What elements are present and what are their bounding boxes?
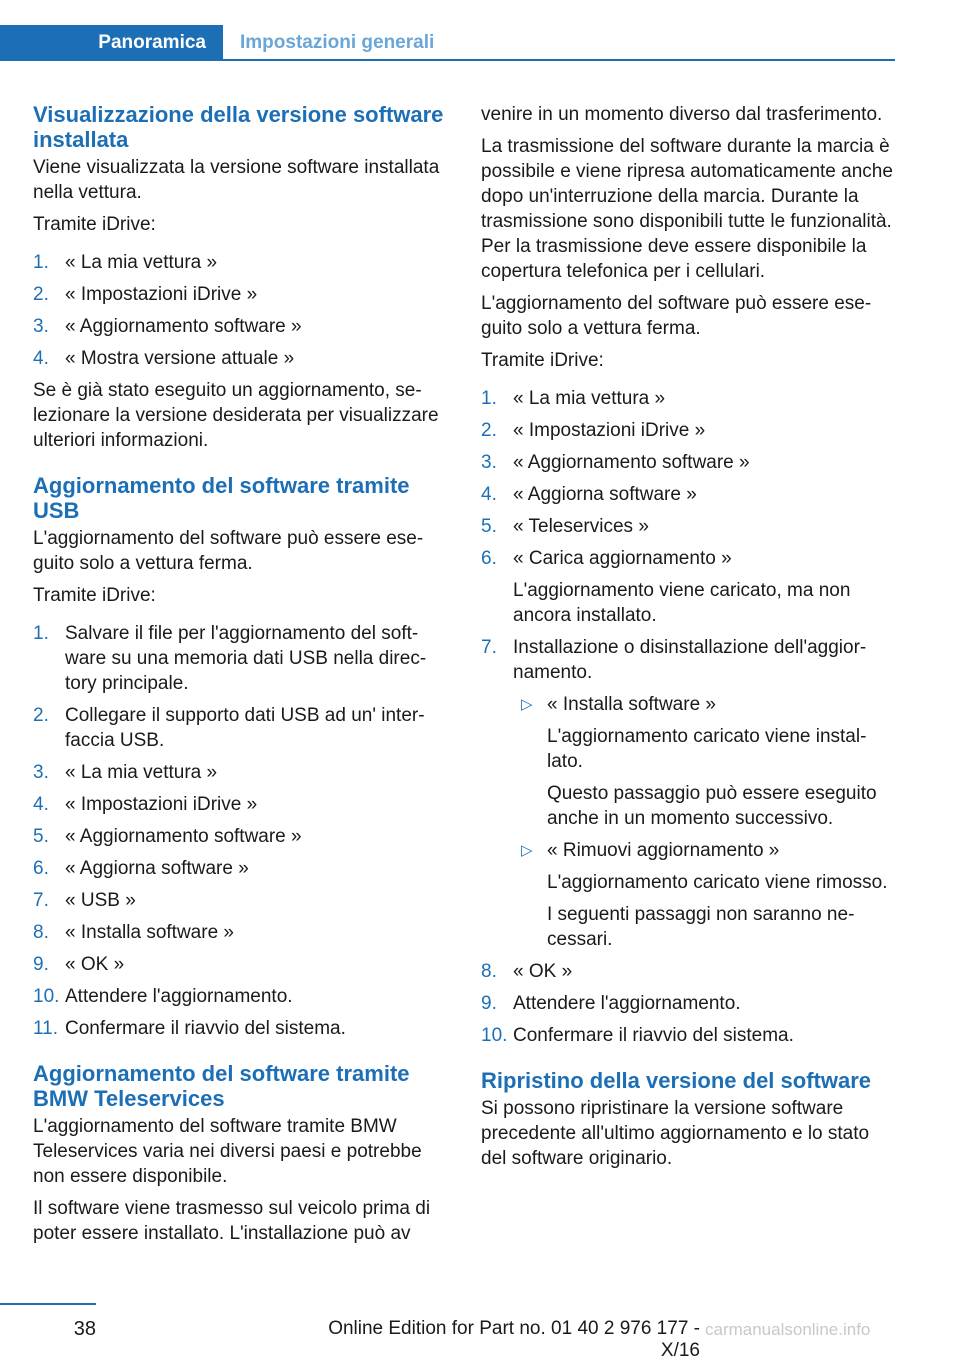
step-text: Attendere l'aggiornamento. bbox=[65, 986, 293, 1007]
step-text: Attendere l'aggiornamento. bbox=[513, 993, 741, 1014]
list-item bbox=[33, 346, 447, 371]
step-note: L'aggiornamento viene caricato, ma non ancora installato. bbox=[513, 580, 851, 626]
step-number: 1. bbox=[33, 252, 49, 273]
step-text: « La mia vettura » bbox=[65, 762, 218, 783]
step-text: « Carica aggiornamento » bbox=[513, 548, 732, 569]
heading-software-version: Visualizzazione della versione software installata bbox=[33, 102, 444, 152]
step-number: 6. bbox=[481, 548, 497, 569]
list-item bbox=[481, 418, 895, 443]
list-item bbox=[513, 692, 895, 831]
paragraph: L'aggiornamento del software può essere eseguito solo a vettura ferma. bbox=[481, 293, 872, 339]
step-number: 8. bbox=[33, 922, 49, 943]
step-number: 4. bbox=[33, 348, 49, 369]
step-number: 1. bbox=[481, 388, 497, 409]
step-text: « Aggiorna software » bbox=[65, 858, 249, 879]
step-text: Installazione o disinstallazione dell'aggiornamento. bbox=[513, 637, 867, 683]
steps-list bbox=[33, 621, 447, 1041]
step-number: 4. bbox=[481, 484, 497, 505]
list-item bbox=[33, 250, 447, 275]
steps-list bbox=[33, 250, 447, 371]
paragraph: venire in un momento diverso dal trasferimento. bbox=[481, 104, 883, 125]
step-text: « Aggiornamento software » bbox=[65, 316, 302, 337]
list-item bbox=[33, 792, 447, 817]
paragraph: La trasmissione del software durante la marcia è possibile e viene ripresa automaticamente anche dopo un'interruzione della marcia. Durante la trasmissione sono disponibili tutte le funzionalità. Per la trasmissione deve essere disponibile la copertura telefonica per i cellulari. bbox=[481, 136, 893, 282]
step-number: 5. bbox=[481, 516, 497, 537]
heading-restore-version: Ripristino della versione del software bbox=[481, 1068, 871, 1093]
triangle-bullet-icon: ▷ bbox=[521, 696, 533, 713]
paragraph: Tramite iDrive: bbox=[33, 585, 156, 606]
footer-divider bbox=[0, 1303, 96, 1305]
list-item bbox=[481, 1023, 895, 1048]
option-note: L'aggiornamento caricato viene rimosso. bbox=[547, 872, 888, 893]
list-item bbox=[33, 856, 447, 881]
list-item bbox=[481, 386, 895, 411]
step-text: Salvare il file per l'aggiornamento del software su una memoria dati USB nella directory principale. bbox=[65, 623, 427, 694]
triangle-bullet-icon: ▷ bbox=[521, 842, 533, 859]
step-number: 2. bbox=[33, 705, 49, 726]
paragraph: Tramite iDrive: bbox=[481, 350, 604, 371]
watermark: carmanualsonline.info bbox=[705, 1320, 871, 1339]
list-item bbox=[33, 703, 447, 753]
step-number: 8. bbox=[481, 961, 497, 982]
chapter-tab[interactable]: Panoramica bbox=[0, 25, 223, 61]
step-text: « OK » bbox=[65, 954, 125, 975]
step-number: 11. bbox=[33, 1018, 59, 1039]
step-number: 3. bbox=[33, 316, 49, 337]
section-tab[interactable]: Impostazioni generali bbox=[240, 32, 435, 53]
step-number: 2. bbox=[33, 284, 49, 305]
step-text: « Aggiornamento software » bbox=[65, 826, 302, 847]
list-item bbox=[33, 314, 447, 339]
step-number: 7. bbox=[481, 637, 497, 658]
list-item bbox=[481, 959, 895, 984]
header-divider bbox=[223, 59, 895, 61]
step-number: 9. bbox=[33, 954, 49, 975]
step-text: « La mia vettura » bbox=[513, 388, 666, 409]
paragraph: Tramite iDrive: bbox=[33, 214, 156, 235]
list-item bbox=[33, 920, 447, 945]
heading-teleservices-update: Aggiornamento del software tramite BMW Teleservices bbox=[33, 1061, 410, 1111]
step-number: 3. bbox=[481, 452, 497, 473]
step-text: « Installa software » bbox=[65, 922, 234, 943]
step-text: Collegare il supporto dati USB ad un' interfaccia USB. bbox=[65, 705, 425, 751]
option-note: I seguenti passaggi non saranno necessari. bbox=[547, 904, 855, 950]
step-number: 9. bbox=[481, 993, 497, 1014]
step-number: 6. bbox=[33, 858, 49, 879]
step-number: 1. bbox=[33, 623, 49, 644]
step-text: « Impostazioni iDrive » bbox=[65, 284, 258, 305]
step-number: 4. bbox=[33, 794, 49, 815]
list-item bbox=[33, 282, 447, 307]
paragraph: Il software viene trasmesso sul veicolo prima di poter essere installato. L'installazione può av bbox=[33, 1198, 431, 1244]
list-item bbox=[481, 635, 895, 952]
paragraph: L'aggiornamento del software tramite BMW Teleservices varia nei diversi paesi e potrebbe non essere disponibile. bbox=[33, 1116, 422, 1187]
step-text: « Teleservices » bbox=[513, 516, 649, 537]
list-item bbox=[481, 546, 895, 628]
list-item bbox=[33, 760, 447, 785]
edition-text: Online Edition for Part no. 01 40 2 976 177 - X/16 bbox=[328, 1318, 700, 1361]
step-number: 7. bbox=[33, 890, 49, 911]
page-header bbox=[0, 25, 895, 61]
list-item bbox=[481, 482, 895, 507]
step-text: Confermare il riavvio del sistema. bbox=[513, 1025, 794, 1046]
list-item bbox=[481, 991, 895, 1016]
step-text: « Impostazioni iDrive » bbox=[65, 794, 258, 815]
step-number: 3. bbox=[33, 762, 49, 783]
paragraph: Viene visualizzata la versione software installata nella vettura. bbox=[33, 157, 440, 203]
paragraph: Si possono ripristinare la versione software precedente all'ultimo aggiornamento e lo stato del software originario. bbox=[481, 1098, 870, 1169]
step-number: 10. bbox=[33, 986, 60, 1007]
left-column bbox=[33, 102, 447, 1253]
paragraph: Se è già stato eseguito un aggiornamento, selezionare la versione desiderata per visualizzare ulteriori informazioni. bbox=[33, 380, 439, 451]
right-column bbox=[481, 102, 895, 1178]
list-item bbox=[33, 984, 447, 1009]
option-text: « Installa software » bbox=[547, 694, 716, 715]
step-number: 2. bbox=[481, 420, 497, 441]
step-number: 5. bbox=[33, 826, 49, 847]
option-list bbox=[513, 692, 895, 952]
list-item bbox=[481, 450, 895, 475]
list-item bbox=[481, 514, 895, 539]
step-text: « Impostazioni iDrive » bbox=[513, 420, 706, 441]
step-text: « OK » bbox=[513, 961, 573, 982]
option-note: L'aggiornamento caricato viene installato. bbox=[547, 726, 867, 772]
list-item bbox=[33, 952, 447, 977]
list-item bbox=[33, 621, 447, 696]
paragraph: L'aggiornamento del software può essere eseguito solo a vettura ferma. bbox=[33, 528, 424, 574]
step-text: « Aggiorna software » bbox=[513, 484, 697, 505]
step-number: 10. bbox=[481, 1025, 508, 1046]
step-text: « La mia vettura » bbox=[65, 252, 218, 273]
list-item bbox=[33, 1016, 447, 1041]
step-text: « Aggiornamento software » bbox=[513, 452, 750, 473]
step-text: « USB » bbox=[65, 890, 136, 911]
step-text: « Mostra versione attuale » bbox=[65, 348, 295, 369]
steps-list bbox=[481, 386, 895, 1048]
list-item bbox=[33, 888, 447, 913]
list-item bbox=[513, 838, 895, 952]
page-number: 38 bbox=[73, 1318, 96, 1340]
list-item bbox=[33, 824, 447, 849]
option-text: « Rimuovi aggiornamento » bbox=[547, 840, 780, 861]
option-note: Questo passaggio può essere eseguito anche in un momento successivo. bbox=[547, 783, 877, 829]
step-text: Confermare il riavvio del sistema. bbox=[65, 1018, 346, 1039]
heading-usb-update: Aggiornamento del software tramite USB bbox=[33, 473, 410, 523]
